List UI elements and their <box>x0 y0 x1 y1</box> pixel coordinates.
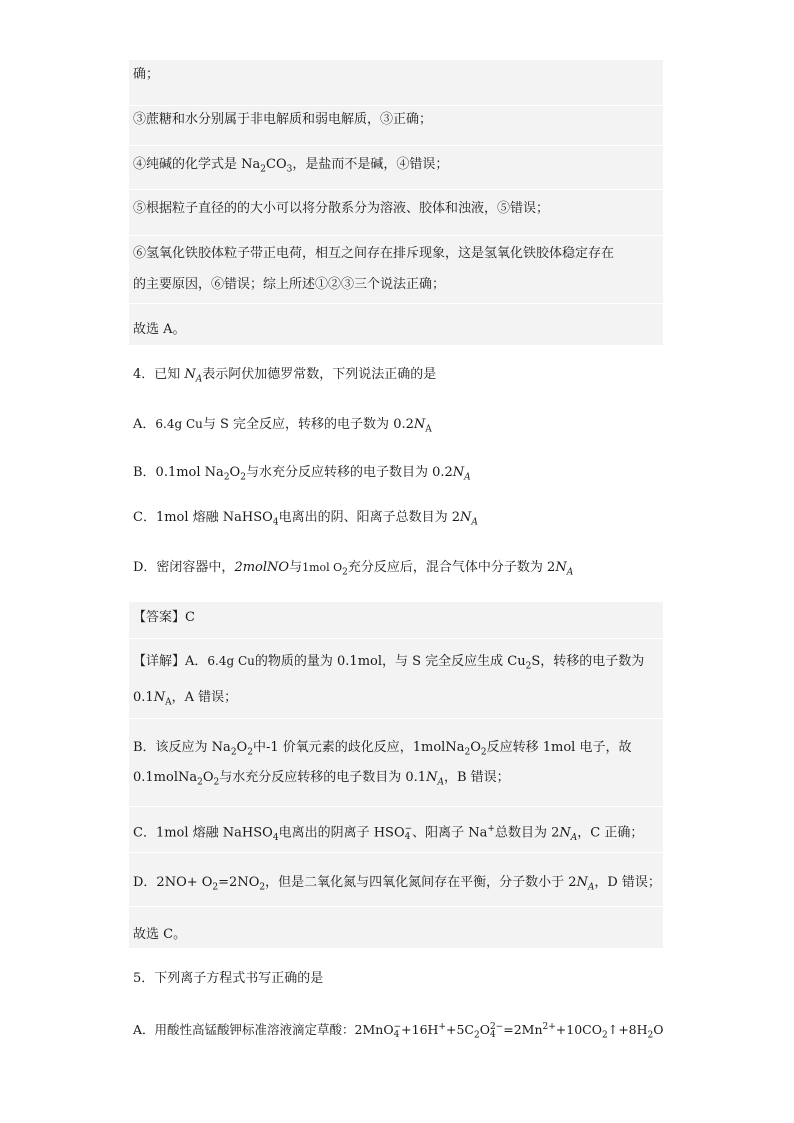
line-separator <box>129 806 663 807</box>
q4-detail-line-4: $0.1molNa_2O_2$与水充分反应转移的电子数目为 $0.1N_A$，B 错误； <box>133 770 510 788</box>
q4-option-d: D．密闭容器中，2molNO与1mol $O_2$充分反应后，混合气体中分子数为 $2N_A$ <box>133 560 574 578</box>
line-separator <box>129 189 663 190</box>
q5-stem: 5．下列离子方程式书写正确的是 <box>133 971 324 986</box>
line-separator <box>129 145 663 146</box>
q4-detail-line-6: D．$2NO+ O_2=2NO_2$，但是二氧化氮与四氧化氮间存在平衡，分子数小于 $2N_A$，D 错误； <box>133 875 661 893</box>
line-separator <box>129 906 663 907</box>
analysis-line-5: ⑥氢氧化铁胶体粒子带正电荷，相互之间存在排斥现象，这是氢氧化铁胶体稳定存在 <box>133 246 615 261</box>
q4-detail-line-2: $0.1N_A$，A 错误； <box>133 690 238 708</box>
analysis-line-4: ⑤根据粒子直径的的大小可以将分散系分为溶液、胶体和浊液，⑤错误； <box>133 201 550 216</box>
q4-option-a: A．6.4g Cu与 S 完全反应，转移的电子数为 $0.2N_A$ <box>133 417 432 435</box>
q5-option-a: A．用酸性高锰酸钾标准溶液滴定草酸：2MnO − 4 $+16H^++5C_2O$ 2− 4 $=2Mn^{2+}+10CO_2↑+8H_2O$ <box>133 1021 664 1041</box>
q4-answer: 【答案】C <box>133 610 195 625</box>
analysis-line-3: ④纯碱的化学式是 $Na_2CO_3$，是盐而不是碱，④错误； <box>133 157 449 175</box>
q4-option-b: B．0.1mol $Na_2O_2$与水充分反应转移的电子数目为 $0.2N_A$ <box>133 465 471 483</box>
q4-option-c: C．1mol 熔融 NaHSO$_4$电离出的阴、阳离子总数目为 $2N_A$ <box>133 510 478 528</box>
line-separator <box>129 718 663 719</box>
analysis-line-6: 的主要原因，⑥错误；综上所述①②③三个说法正确； <box>133 277 446 292</box>
line-separator <box>129 105 663 106</box>
line-separator <box>129 852 663 853</box>
line-separator <box>129 303 663 304</box>
analysis-line-1: 确； <box>133 67 160 82</box>
q4-detail-line-7: 故选 C。 <box>133 927 187 942</box>
analysis-line-7: 故选 A。 <box>133 322 186 337</box>
line-separator <box>129 638 663 639</box>
q4-detail-line-3: B．该反应为 $Na_2O_2$中-1 价氧元素的歧化反应，$1molNa_2O_2$反应转移 1mol 电子，故 <box>133 740 632 758</box>
q4-detail-line-1: 【详解】A．6.4g Cu的物质的量为 0.1mol，与 S 完全反应生成 $Cu_2S$，转移的电子数为 <box>133 654 645 672</box>
line-separator <box>129 235 663 236</box>
analysis-line-2: ③蔗糖和水分别属于非电解质和弱电解质，③正确； <box>133 112 433 127</box>
q4-detail-line-5: C．1mol 熔融 NaHSO$_4$电离出的阴离子 HSO − 4 、阳离子 Na+总数目为 $2N_A$，C 正确； <box>133 823 644 843</box>
q4-stem: 4．已知 $N_A$表示阿伏加德罗常数，下列说法正确的是 <box>133 367 437 385</box>
